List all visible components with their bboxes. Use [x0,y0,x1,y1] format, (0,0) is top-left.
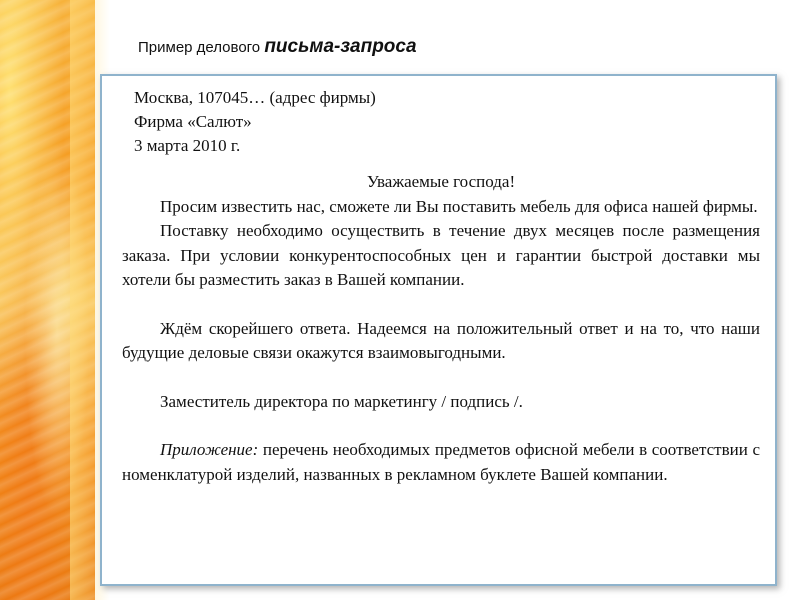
company-name: Фирма «Салют» [134,112,252,131]
sender-address: Москва, 107045… (адрес фирмы) [134,88,376,107]
paragraph-request: Просим известить нас, сможете ли Вы поставить мебель для офиса нашей фирмы. [160,196,758,216]
appendix-label: Приложение: [160,440,259,459]
paragraph-terms: Поставку необходимо осуществить в течение двух месяцев после размещения заказа. При условии конкурентоспособных цен и гарантии быстрой доставки мы хотели бы разместить заказ в Вашей компании. [122,221,760,289]
letter-frame [100,74,777,586]
slide-title-prefix: Пример делового [138,39,261,56]
appendix-text: перечень необходимых предметов офисной мебели в соответствии с номенклатурой изделий, названных в рекламном буклете Вашей компании. [122,440,760,484]
paragraph-closing: Ждём скорейшего ответа. Надеемся на положительный ответ и на то, что наши будущие деловые связи окажутся взаимовыгодными. [122,318,760,362]
signature-line: Заместитель директора по маркетингу / подпись /. [160,391,523,411]
slide-title [138,36,417,58]
slide-title-accent: письма-запроса [264,36,417,57]
greeting: Уважаемые господа! [366,172,516,191]
letter-date: 3 марта 2010 г. [134,136,241,155]
letter-body [122,170,760,487]
letter-header [134,86,376,158]
appendix [122,438,760,487]
